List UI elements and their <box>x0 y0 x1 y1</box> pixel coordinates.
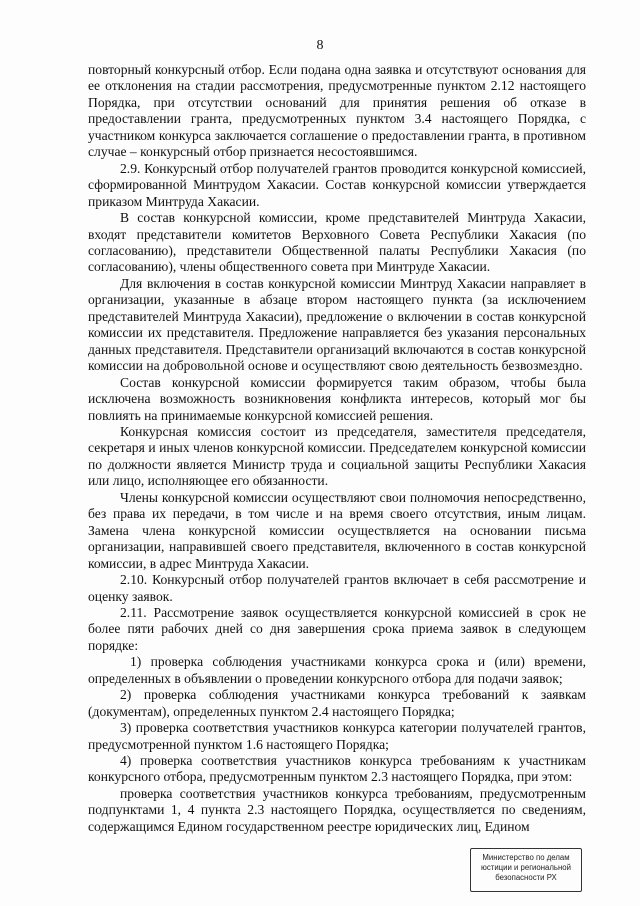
list-item-2: 2) проверка соблюдения участниками конкурса требований к заявкам (документам), определенных пунктом 2.4 настоящего Порядка; <box>88 687 586 719</box>
paragraph-continuation: повторный конкурсный отбор. Если подана одна заявка и отсутствуют основания для ее отклонения на стадии рассмотрения, предусмотренные пунктом 2.12 настоящего Порядка, при отсутствии оснований для принятия решения об отказе в предоставлении гранта, предусмотренных пунктом 3.4 настоящего Порядка, с участником конкурса заключается соглашение о предоставлении гранта, в противном случае – конкурсный отбор признается несостоявшимся. <box>88 62 586 160</box>
paragraph-commission-structure: Конкурсная комиссия состоит из председателя, заместителя председателя, секретаря и иных членов конкурсной комиссии. Председателем конкурсной комиссии по должности является Министр труда и социальной защиты Республики Хакасия или лицо, исполняющее его обязанности. <box>88 423 586 489</box>
paragraph-verification: проверка соответствия участников конкурса требованиям, предусмотренным подпунктами 1, 4 пункта 2.3 настоящего Порядка, осуществляется по сведениям, содержащимся Едином государственном реестре юридических лиц, Едином <box>88 785 586 834</box>
stamp-line-3: безопасности РХ <box>495 873 557 882</box>
paragraph-2-10: 2.10. Конкурсный отбор получателей грантов включает в себя рассмотрение и оценку заявок. <box>88 572 586 604</box>
list-item-1: 1) проверка соблюдения участниками конкурса срока и (или) времени, определенных в объявлении о проведении конкурсного отбора для подачи заявок; <box>88 654 586 686</box>
stamp-line-2: юстиции и региональной <box>481 863 571 872</box>
paragraph-conflict-of-interest: Состав конкурсной комиссии формируется таким образом, чтобы была исключена возможность возникновения конфликта интересов, который мог бы повлиять на принимаемые конкурсной комиссией решения. <box>88 374 586 423</box>
list-item-4: 4) проверка соответствия участников конкурса требованиям к участникам конкурсного отбора, предусмотренным пунктом 2.3 настоящего Порядка, при этом: <box>88 753 586 785</box>
paragraph-inclusion: Для включения в состав конкурсной комиссии Минтруд Хакасии направляет в организации, указанные в абзаце втором настоящего пункта (за исключением представителей Минтруда Хакасии), предложение о включении в состав конкурсной комиссии их представителя. Предложение направляется без указания персональных данных представителя. Представители организаций включаются в состав конкурсной комиссии на добровольной основе и осуществляют свою деятельность безвозмездно. <box>88 275 586 374</box>
registration-stamp <box>470 848 582 892</box>
list-item-3: 3) проверка соответствия участников конкурса категории получателей грантов, предусмотренной пунктом 1.6 настоящего Порядка; <box>88 720 586 752</box>
paragraph-2-11: 2.11. Рассмотрение заявок осуществляется конкурсной комиссией в срок не более пяти рабочих дней со дня завершения срока приема заявок в следующем порядке: <box>88 604 586 653</box>
stamp-line-1: Министерство по делам <box>482 853 570 862</box>
paragraph-commission-members: В состав конкурсной комиссии, кроме представителей Минтруда Хакасии, входят представители комитетов Верховного Совета Республики Хакасия (по согласованию), представители Общественной палаты Республики Хакасия (по согласованию), члены общественного совета при Минтруде Хакасии. <box>88 210 586 275</box>
page-number: 8 <box>316 38 324 53</box>
paragraph-member-powers: Члены конкурсной комиссии осуществляют свои полномочия непосредственно, без права их передачи, в том числе и на время своего отсутствия, иным лицам. Замена члена конкурсной комиссии осуществляется на основании письма организации, направившей своего представителя, включенного в состав конкурсной комиссии, в адрес Минтруда Хакасии. <box>88 489 586 571</box>
paragraph-2-9: 2.9. Конкурсный отбор получателей грантов проводится конкурсной комиссией, сформированной Минтрудом Хакасии. Состав конкурсной комиссии утверждается приказом Минтруда Хакасии. <box>88 160 586 209</box>
document-body <box>88 62 586 835</box>
